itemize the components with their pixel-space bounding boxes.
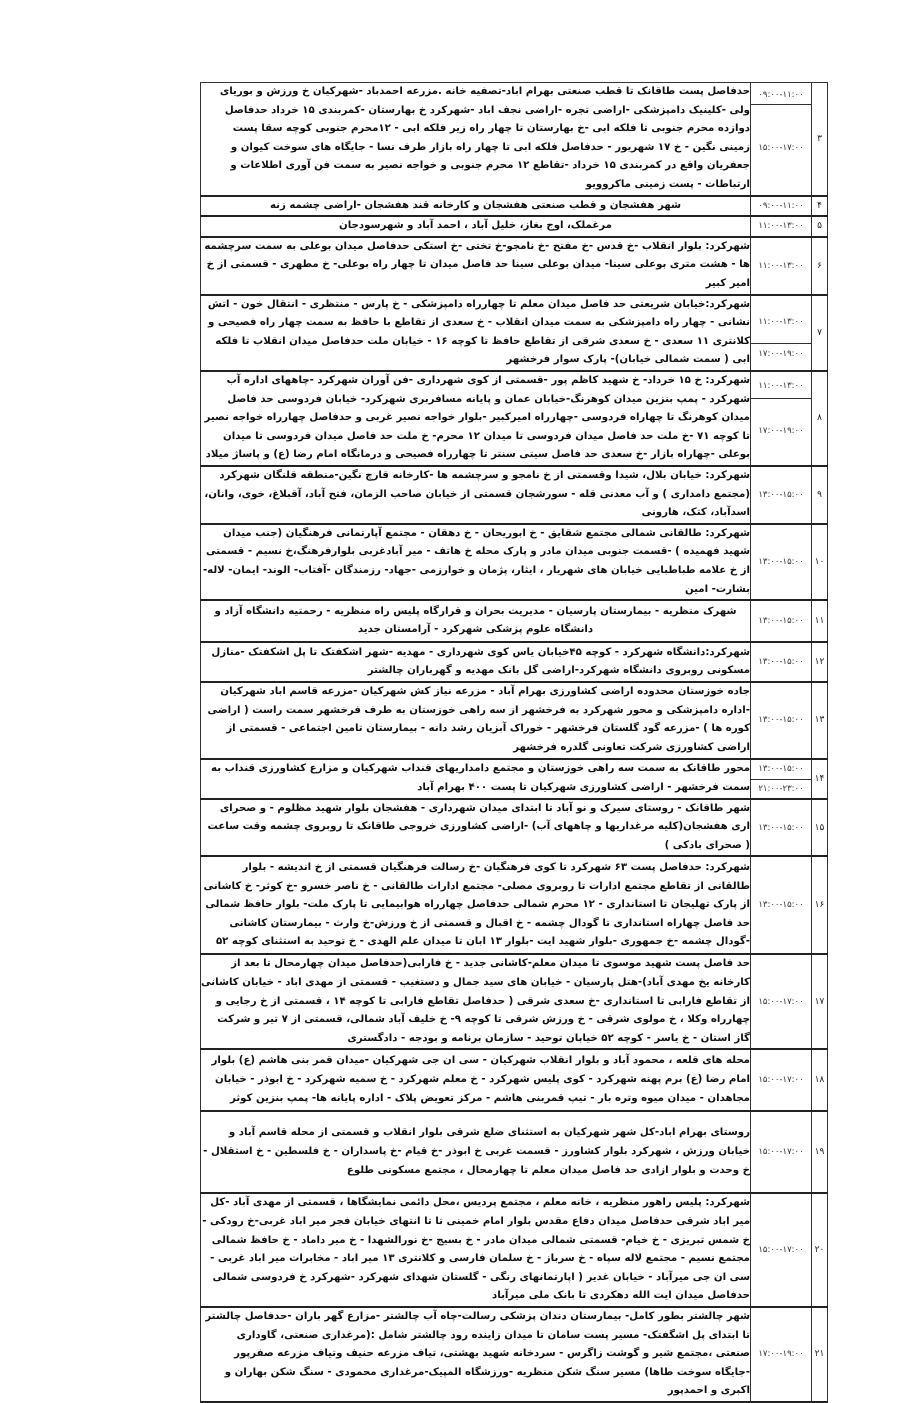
time-slots-cell: [751, 642, 812, 682]
affected-areas: مرغملک، اوج بغاز، خلیل آباد ، احمد آباد و شهرسودجان: [201, 216, 751, 237]
time-slot: ۱۳:۰۰-۱۵:۰۰: [758, 657, 804, 668]
row-number: ۱۵: [812, 799, 828, 857]
time-slots-cell: [751, 295, 812, 371]
time-slots-cell: [751, 600, 812, 642]
time-slots: [751, 217, 811, 235]
time-slots: [751, 601, 811, 641]
affected-areas: روستای بهرام اباد-کل شهر شهرکیان به استثنای ضلع شرقی بلوار انقلاب و قسمتی از محله قاسم آباد و خیابان ورزش ، شهرکرد بلوار کشاورز - قسمت غربی خ ابوذر -خ قیام -خ پاسداران - خ فلسطین - خ استقلال - خ وحدت و بلوار ازادی حد فاصل میدان معلم تا چهارمحال ، مجتمع مسکونی طلوع: [201, 1111, 751, 1193]
table-row: [201, 1111, 828, 1193]
time-slots-cell: [751, 1111, 812, 1193]
row-number: ۱۹: [812, 1111, 828, 1193]
time-slots-cell: [751, 954, 812, 1049]
row-number: ۵: [812, 216, 828, 237]
table-row: [201, 642, 828, 682]
table-row: [201, 196, 828, 217]
table-row: [201, 237, 828, 295]
affected-areas: شهر هفشجان و قطب صنعتی هفشجان و کارخانه قند هفشجان -اراضی چشمه زنه: [201, 196, 751, 217]
affected-areas: شهرکرد:دانشگاه شهرکرد - کوچه ۴۵خیابان یاس کوی شهرداری - مهدیه -شهر اشکفتک تا پل اشکفتک -منازل مسکونی روبروی دانشگاه شهرکرد-اراضی گل بانک مهدیه و گهرباران چالشتر: [201, 642, 751, 682]
affected-areas: شهرک منظریه - بیمارستان پارسیان - مدیریت بحران و قرارگاه پلیس راه منظریه - رحمتیه دانشگاه آزاد و دانشگاه علوم پزشکی شهرکرد - آرامستان جدید: [201, 600, 751, 642]
table-row: [201, 466, 828, 524]
time-slot: ۱۳:۰۰-۱۵:۰۰: [758, 715, 804, 726]
time-slot: ۱۱:۰۰-۱۳:۰۰: [751, 302, 811, 344]
affected-areas: شهرکرد: بلوار انقلاب -خ قدس -خ مفتح -خ نامجو-خ تختی -خ استکی حدفاصل میدان بوعلی به سمت سرچشمه ها - هشت متری بوعلی سینا- میدان بوعلی سینا حد فاصل میدان تا چهار راه بوعلی- خ مطهری - قسمتی از خ امیر کبیر: [201, 237, 751, 295]
time-slot: ۱۵:۰۰-۱۷:۰۰: [758, 1147, 804, 1158]
time-slots-cell: [751, 196, 812, 217]
time-slots-cell: [751, 856, 812, 954]
row-number: ۱۲: [812, 642, 828, 682]
time-slots: [751, 643, 811, 681]
time-slots: [751, 809, 811, 847]
time-slots: [751, 1201, 811, 1299]
time-slots-cell: [751, 371, 812, 466]
time-slots: [751, 857, 811, 953]
time-slots-cell: [751, 237, 812, 295]
row-number: ۲۰: [812, 1193, 828, 1307]
time-slots: [751, 244, 811, 288]
time-slots-cell: [751, 682, 812, 758]
time-slots-cell: [751, 524, 812, 600]
time-slots: [751, 1112, 811, 1192]
table-row: [201, 799, 828, 857]
time-slots: [751, 760, 811, 798]
time-slot: ۲۱:۰۰-۲۳:۰۰: [758, 783, 804, 794]
row-number: ۶: [812, 237, 828, 295]
affected-areas: حد فاصل پست شهید موسوی تا میدان معلم-کاشانی جدید - خ فارابی(حدفاصل میدان چهارمحال تا بعد از کارخانه یخ مهدی آباد)-هتل پارسیان - خیابان های سید جمال و دستغیب - قسمتی از مهدی اباد - خیابان کاشانی از تقاطع فارابی تا استانداری -خ سعدی شرقی ( حدفاصل تقاطع فارابی تا کوچه ۱۴ ، قسمتی از خ رجایی و چهارراه وکلا ، خ مولوی شرقی - خ ورزش شرقی تا کوچه ۹- خ خلیف آباد شمالی، قسمتی از ۷ تیر و شرکت گاز استان - خ یاسر - کوچه ۵۲ خیابان توحید - سازمان برنامه و بودجه - دادگستری: [201, 954, 751, 1049]
row-number: ۱۱: [812, 600, 828, 642]
time-slot: ۱۱:۰۰-۱۳:۰۰: [751, 373, 811, 399]
time-slots: [751, 533, 811, 591]
row-number: ۴: [812, 196, 828, 217]
affected-areas: جاده خوزستان محدوده اراضی کشاورزی بهرام آباد - مزرعه نیاز کش شهرکیان -مزرعه قاسم اباد شهرکیان -اداره دامپزشکی و محور شهرکرد به فرخشهر از سه راهی خوزستان به طرف فرخشهر سمت راست ( اراضی کوره ها ) -مزرعه گود گلستان فرخشهر - خوراک آبزیان رشد دانه - بیمارستان تامین اجتماعی - قسمتی از اراضی کشاورزی شرکت تعاونی گلدره فرخشهر: [201, 682, 751, 758]
time-slot: ۱۳:۰۰-۱۵:۰۰: [758, 822, 804, 833]
row-number: ۷: [812, 295, 828, 371]
time-slots-cell: [751, 216, 812, 237]
affected-areas: حدفاصل پست طاقانک تا قطب صنعتی بهرام اباد-تصفیه خانه .مزرعه احمدباد -شهرکیان خ ورزش و بوریای ولی -کلینیک دامپزشکی -اراضی تجره -اراضی نجف اباد -شهرکرد خ بهارستان -کمربندی ۱۵ خرداد حدفاصل دوازده محرم جنوبی تا فلکه ابی -خ بهارستان تا چهار راه زیر فلکه ابی - ۱۲محرم جنوبی کوچه سقا پست زمینی نگین - خ ۱۷ شهریور - حدفاصل فلکه ابی تا چهار راه بازار طرف نسا - جایگاه های سوخت کیوان و جعفریان واقع در کمربندی ۱۵ خرداد -تقاطع ۱۲ محرم جنوبی و خواجه نصیر به سمت فن آوری اطلاعات و ارتباطات - پست زمینی ماکروویو: [201, 83, 751, 196]
table-row: [201, 83, 828, 196]
time-slot: ۱۷:۰۰-۱۹:۰۰: [758, 1349, 804, 1360]
row-number: ۱۶: [812, 856, 828, 954]
outage-schedule-page: [200, 82, 828, 1403]
row-number: ۸: [812, 371, 828, 466]
row-number: ۲۱: [812, 1307, 828, 1402]
time-slots-cell: [751, 799, 812, 857]
table-row: [201, 682, 828, 758]
row-number: ۱۰: [812, 524, 828, 600]
table-row: [201, 759, 828, 799]
time-slot: ۰۹:۰۰-۱۱:۰۰: [751, 87, 811, 105]
affected-areas: شهر چالشتر بطور کامل- بیمارستان دندان پزشکی رسالت-چاه آب چالشتر -مزارع گهر باران -حدفاصل چالشتر تا ابتدای پل اشگفتک- مسیر پست سامان تا میدان زاینده رود چالشتر شامل :(مرغداری صنعتی، گاوداری صنعتی ،مجتمع شیر و گوشت زاگرس - سردخانه شهید بهشتی، تیاف مزرعه حنیف وتیاف مزرعه صفرپور -جایگاه سوخت طاها) مسیر سنگ شکن منظریه -ورزشگاه المپیک-مرغداری محمودی - سنگ شکن بهاران و اکبری و احمدپور: [201, 1307, 751, 1402]
time-slot: ۱۱:۰۰-۱۳:۰۰: [758, 221, 804, 232]
affected-areas: محور طاقانک به سمت سه راهی خوزستان و مجتمع دامداریهای قنداب شهرکیان و مزارع کشاورزی قنداب به سمت فرخشهر - اراضی کشاورزی شهرکیان تا پست ۴۰۰ بهرام آباد: [201, 759, 751, 799]
affected-areas: شهرکرد:خیابان شریعتی حد فاصل میدان معلم تا چهارراه دامپزشکی - خ پارس - منتظری - انتقال خون - اتش نشانی - چهار راه دامپزشکی به سمت میدان انقلاب - خ سعدی از تقاطع با حافظ به سمت چهار راه فصیحی و کلانتری ۱۱ سعدی - خ سعدی شرقی از تقاطع حافظ تا کوچه ۱۶ - خیابان ملت حدفاصل میدان انقلاب تا فلکه ابی ( سمت شمالی خیابان)- پارک سوار فرخشهر: [201, 295, 751, 371]
affected-areas: شهرکرد: حدفاصل پست ۶۳ شهرکرد تا کوی فرهنگیان -خ رسالت فرهنگیان قسمتی از خ اندیشه - بلوار طالقانی از تقاطع مجتمع ادارات تا روبروی مصلی- مجتمع ادارات طالقانی - خ ناصر خسرو -خ کوثر- خ کاشانی از پارک تهلیجان تا استانداری - ۱۲ محرم شمالی حدفاصل چهارراه هوابیمایی تا پارک ملت- بلوار حافظ شمالی حد فاصل چهاراه استانداری تا گودال چشمه - خ اقبال و قسمتی از خ ورزش-خ وارث - بیمارستان کاشانی -گودال چشمه -خ جمهوری -بلوار شهید ایت -بلوار ۱۳ ابان تا میدان علم الهدی - خ توحید به استثنای کوچه ۵۲: [201, 856, 751, 954]
time-slots-cell: [751, 1307, 812, 1402]
time-slots: [751, 962, 811, 1042]
table-row: [201, 295, 828, 371]
time-slots: [751, 692, 811, 748]
table-row: [201, 1307, 828, 1402]
outage-schedule-table: [200, 82, 828, 1403]
time-slots-cell: [751, 83, 812, 196]
affected-areas: شهرکرد: پلیس راهور منظریه ، خانه معلم ، مجتمع پردیس ،محل دائمی نمایشگاها ، قسمتی از مهدی آباد -کل میر اباد شرقی حدفاصل میدان دفاع مقدس بلوار امام خمینی تا تا انتهای خیابان فجر میر اباد غربی-خ رودکی - خ شمس تبریزی - خ خیام- قسمتی شمالی میدان مادر - خ بسیج -خ نورالشهدا - خ میر داماد - خ حافظ شمالی مجتمع نسیم - مجتمع لاله سپاه - خ سرباز - خ سلمان فارسی و کلانتری ۱۳ میر اباد - مخابرات میر اباد غربی - سی ان جی میرآباد - خیابان غدیر ( اپارتمانهای رنگی - گلستان شهدای شهرکرد -شهرکرد خ فردوسی شمالی حدفاصل میدان ایت الله دهکردی تا بانک ملی میرآباد: [201, 1193, 751, 1307]
time-slot: ۱۵:۰۰-۱۷:۰۰: [758, 142, 804, 153]
affected-areas: شهرکرد: خ ۱۵ خرداد- خ شهید کاظم پور -قسمتی از کوی شهرداری -فن آوران شهرکرد -چاههای اداره آب شهرکرد - پمپ بنزین میدان کوهرنگ-خیابان عمان و پایانه مسافربری شهرکرد- خیابان فردوسی حد فاصل میدان کوهرنگ تا چهاراه فردوسی -چهارراه امیرکبیر -بلوار خواجه نصیر غربی و حدفاصل چهارراه خواجه نصیر تا کوچه ۷۱ -خ ملت حد فاصل میدان فردوسی تا میدان ۱۲ محرم- خ ملت حد فاصل میدان فردوسی تا میدان بوعلی -چهاراه بازار -خ سعدی حد فاصل سیتی سنتر تا چهارراه فصیحی و درمانگاه امام رضا (ع) و پاساژ میلاد: [201, 371, 751, 466]
time-slot: ۱۳:۰۰-۱۵:۰۰: [758, 616, 804, 627]
affected-areas: محله های قلعه ، محمود آباد و بلوار انقلاب شهرکیان - سی ان جی شهرکیان -میدان قمر بنی هاشم (ع) بلوار امام رضا (ع) برم پهنه شهرکرد - کوی پلیس شهرکرد - خ معلم شهرکرد - خ سمیه شهرکرد - خ ابوذر - خیابان مجاهدان - میدان میوه وتره بار - تیپ قمربنی هاشم - مرکز تعویض پلاک - اداره پایانه ها- پمپ بنزین کوثر: [201, 1049, 751, 1111]
time-slot: ۱۳:۰۰-۱۵:۰۰: [758, 900, 804, 911]
time-slots-cell: [751, 466, 812, 524]
time-slots: [751, 1316, 811, 1392]
time-slot: ۱۳:۰۰-۱۵:۰۰: [751, 760, 811, 780]
time-slot: ۱۷:۰۰-۱۹:۰۰: [758, 348, 804, 359]
table-row: [201, 954, 828, 1049]
table-row: [201, 1193, 828, 1307]
time-slots: [751, 197, 811, 215]
time-slots-cell: [751, 1193, 812, 1307]
row-number: ۳: [812, 83, 828, 196]
time-slot: ۰۹:۰۰-۱۱:۰۰: [758, 200, 804, 211]
time-slot: ۱۷:۰۰-۱۹:۰۰: [758, 426, 804, 437]
table-row: [201, 856, 828, 954]
row-number: ۱۴: [812, 759, 828, 799]
table-row: [201, 1049, 828, 1111]
time-slots: [751, 302, 811, 364]
time-slot: ۱۳:۰۰-۱۵:۰۰: [758, 489, 804, 500]
row-number: ۱۳: [812, 682, 828, 758]
row-number: ۱۸: [812, 1049, 828, 1111]
time-slot: ۱۵:۰۰-۱۷:۰۰: [758, 1075, 804, 1086]
row-number: ۱۷: [812, 954, 828, 1049]
time-slots-cell: [751, 759, 812, 799]
affected-areas: شهرکرد: طالقانی شمالی مجتمع شقایق - خ ابوریحان - خ دهقان - مجتمع آپارتمانی فرهنگیان (جنب میدان شهید فهمیده ) -قسمت جنوبی میدان مادر و پارک محله خ هاتف - میر آبادغربی بلوارفرهنگ،خ نسیم - قسمتی از خ علامه طباطبایی خیابان های شهریار ، ایثار، پژمان و خوارزمی -جهاد- رزمندگان -آفتاب- الوند- ایمان- لاله- بشارت- امین: [201, 524, 751, 600]
affected-areas: شهر طاقانک - روستای سیرک و نو آباد تا ابتدای میدان شهرداری - هفشجان بلوار شهید مظلوم - و صحرای اری هفشجان(کلیه مرغداریها و چاههای آب) -اراضی کشاورزی خروجی طاقانک تا روبروی چشمه وقت ساعت ( صحرای بادکی ): [201, 799, 751, 857]
time-slots: [751, 1050, 811, 1110]
time-slots: [751, 87, 811, 191]
time-slots-cell: [751, 1049, 812, 1111]
time-slot: ۱۱:۰۰-۱۳:۰۰: [758, 260, 804, 271]
time-slots: [751, 467, 811, 523]
row-number: ۹: [812, 466, 828, 524]
time-slots: [751, 373, 811, 463]
time-slot: ۱۳:۰۰-۱۵:۰۰: [758, 557, 804, 568]
affected-areas: شهرکرد: خیابان بلال، شیدا وقسمتی از خ نامجو و سرچشمه ها -کارخانه قارچ نگین-منطقه قلنگان شهرکرد (مجتمع دامداری ) و آب معدنی قله - سورشجان قسمتی از خیابان صاحب الزمان، فتح آباد، آقبلاغ، خوی، وانان، اسدآباد، کتک، هارونی: [201, 466, 751, 524]
time-slot: ۱۵:۰۰-۱۷:۰۰: [758, 996, 804, 1007]
table-row: [201, 216, 828, 237]
table-row: [201, 600, 828, 642]
table-row: [201, 524, 828, 600]
time-slot: ۱۵:۰۰-۱۷:۰۰: [758, 1245, 804, 1256]
table-row: [201, 371, 828, 466]
